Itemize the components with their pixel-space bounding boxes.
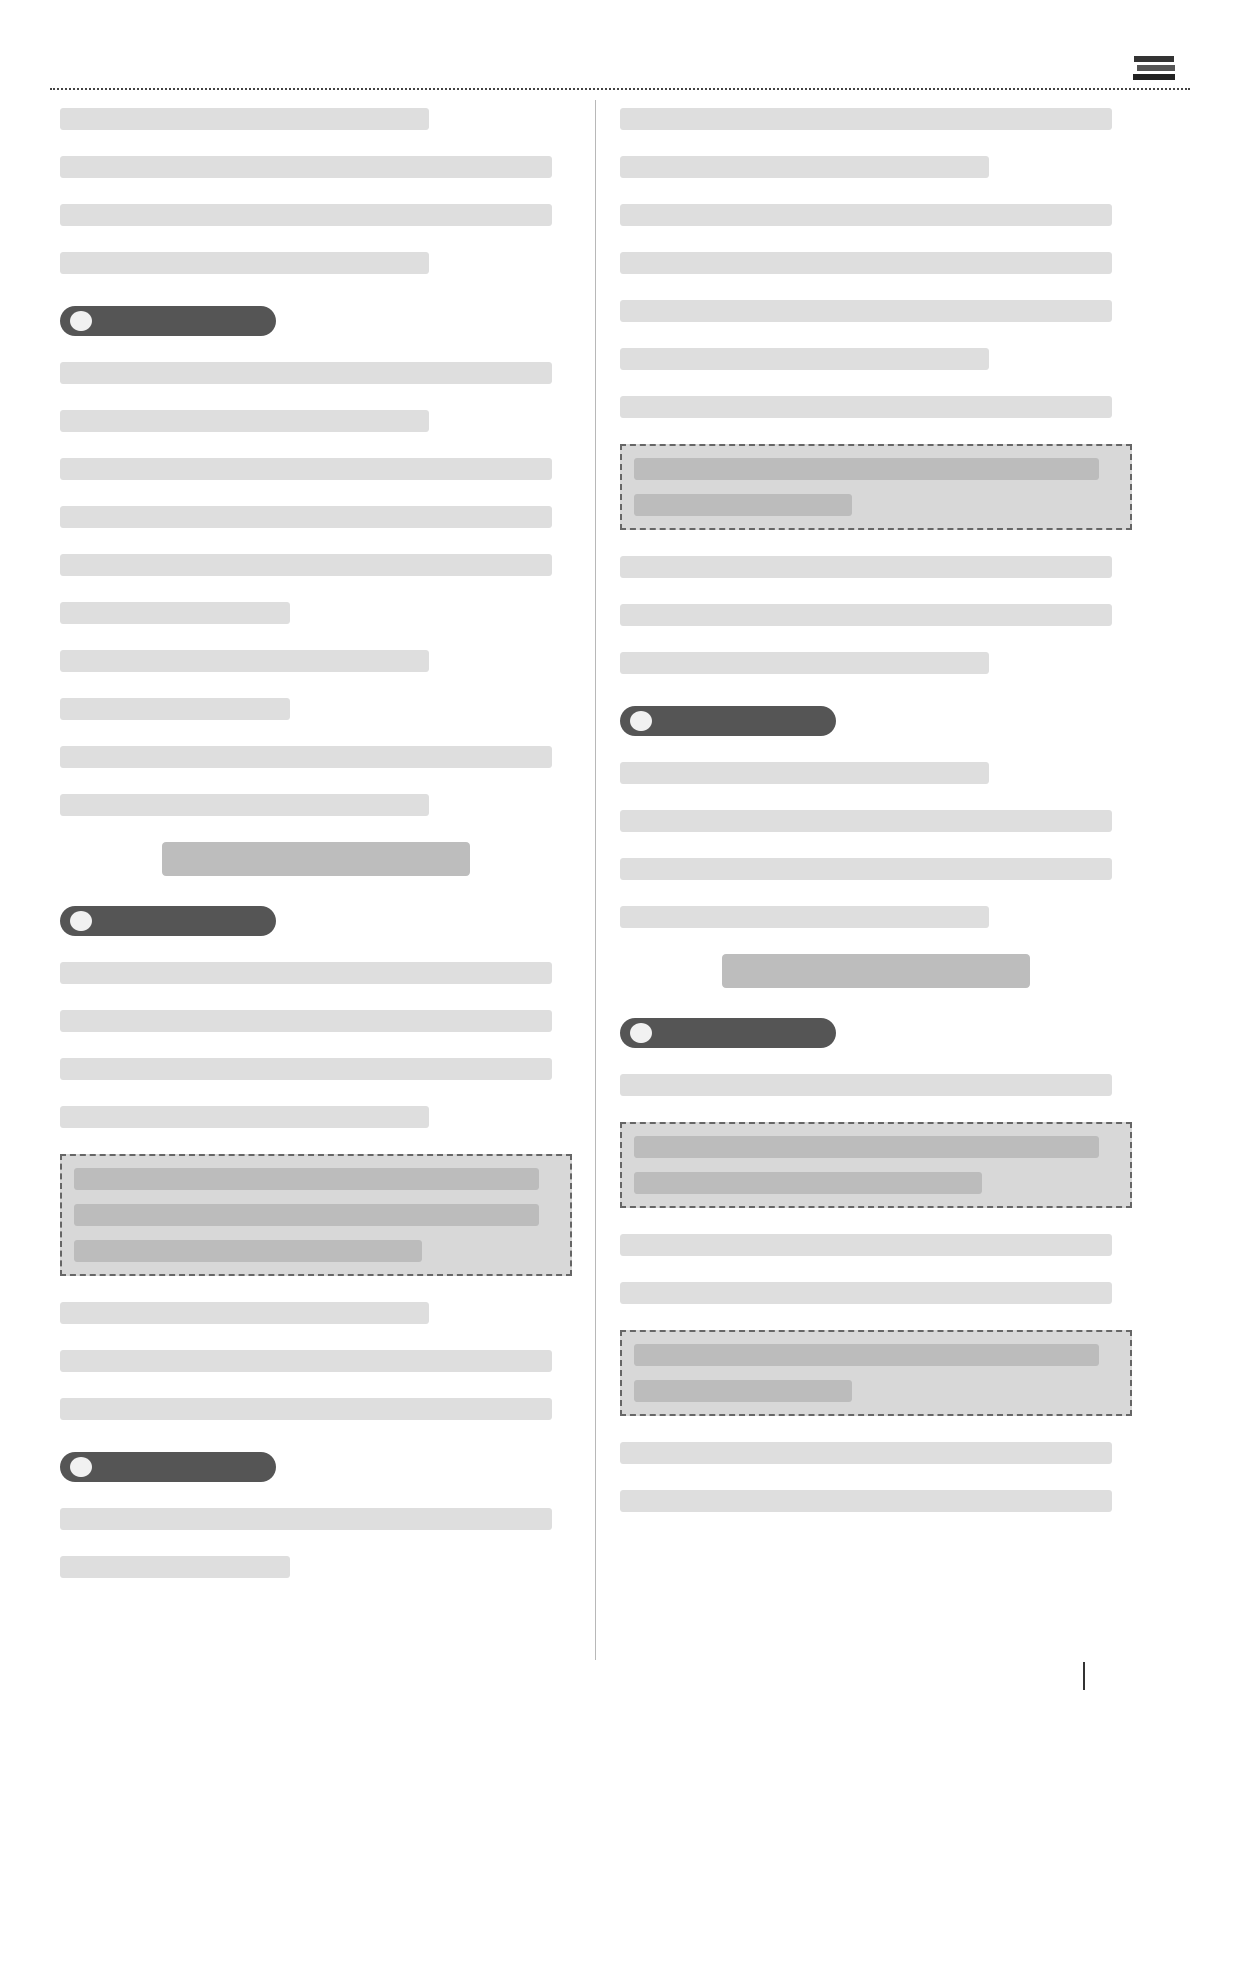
text-line [620, 858, 1112, 880]
text-line [60, 1398, 552, 1420]
text-line [60, 156, 552, 178]
text-line [634, 1172, 982, 1194]
page-header [50, 48, 1190, 90]
section-banner [60, 906, 276, 936]
text-line [60, 204, 552, 226]
text-line [60, 962, 552, 984]
text-line [620, 652, 989, 674]
section-banner [60, 1452, 276, 1482]
text-line [60, 1058, 552, 1080]
lesson-title [722, 954, 1029, 988]
text-line [60, 1556, 290, 1578]
text-line [620, 1074, 1112, 1096]
text-line [620, 604, 1112, 626]
crown-icon [70, 311, 92, 331]
left-column [60, 108, 572, 1658]
text-line [620, 906, 989, 928]
text-line [60, 252, 429, 274]
text-line [74, 1204, 539, 1226]
text-line [620, 108, 1112, 130]
right-column [620, 108, 1132, 1658]
column-divider [595, 100, 596, 1660]
text-line [60, 698, 290, 720]
text-line [634, 458, 1099, 480]
book-stack-icon [1132, 54, 1178, 82]
text-line [60, 1302, 429, 1324]
text-line [620, 1490, 1112, 1512]
text-line [634, 1136, 1099, 1158]
text-line [620, 810, 1112, 832]
text-line [620, 348, 989, 370]
text-line [60, 458, 552, 480]
text-line [60, 410, 429, 432]
crown-icon [630, 711, 652, 731]
text-line [620, 252, 1112, 274]
text-line [60, 506, 552, 528]
text-line [634, 494, 852, 516]
section-banner [60, 306, 276, 336]
text-line [60, 1508, 552, 1530]
text-line [620, 1442, 1112, 1464]
section-banner [620, 1018, 836, 1048]
text-line [60, 794, 429, 816]
text-line [60, 1350, 552, 1372]
text-line [620, 300, 1112, 322]
text-line [634, 1380, 852, 1402]
text-line [60, 1010, 552, 1032]
text-line [620, 1282, 1112, 1304]
text-line [60, 108, 429, 130]
text-line [620, 1234, 1112, 1256]
tip-box [620, 1122, 1132, 1208]
lesson-title [162, 842, 469, 876]
text-line [60, 746, 552, 768]
page-footer [1077, 1662, 1095, 1690]
tip-box [620, 444, 1132, 530]
text-line [60, 362, 552, 384]
text-line [74, 1240, 422, 1262]
text-line [620, 156, 989, 178]
text-line [634, 1344, 1099, 1366]
text-line [74, 1168, 539, 1190]
text-line [620, 762, 989, 784]
text-line [60, 1106, 429, 1128]
text-line [60, 602, 290, 624]
crown-icon [70, 911, 92, 931]
tip-box [620, 1330, 1132, 1416]
crown-icon [70, 1457, 92, 1477]
text-line [60, 650, 429, 672]
text-line [60, 554, 552, 576]
crown-icon [630, 1023, 652, 1043]
text-line [620, 556, 1112, 578]
tip-box [60, 1154, 572, 1276]
text-line [620, 204, 1112, 226]
text-line [620, 396, 1112, 418]
page-number [1083, 1662, 1095, 1690]
section-banner [620, 706, 836, 736]
